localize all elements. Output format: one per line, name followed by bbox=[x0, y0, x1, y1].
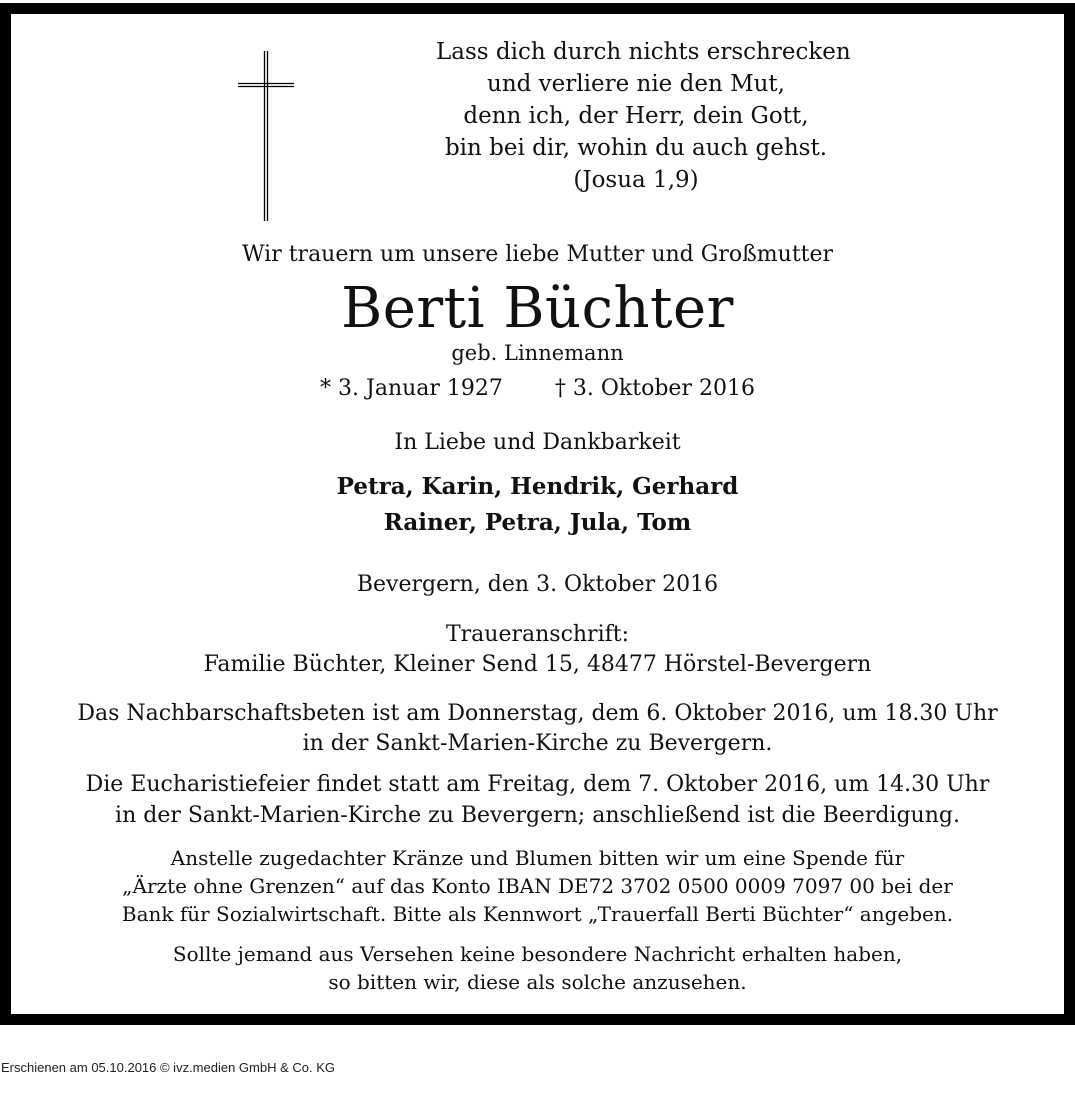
intro-text: Wir trauern um unsere liebe Mutter und Großmutter bbox=[241, 242, 834, 267]
birth-date: * 3. Januar 1927 bbox=[320, 376, 503, 401]
address-text: Familie Büchter, Kleiner Send 15, 48477 Hörstel-Bevergern bbox=[203, 652, 872, 677]
verse-line: bin bei dir, wohin du auch gehst. bbox=[444, 135, 828, 161]
verse-reference: (Josua 1,9) bbox=[573, 167, 699, 193]
place-date: Bevergern, den 3. Oktober 2016 bbox=[356, 572, 719, 597]
verse-line: Lass dich durch nichts erschrecken bbox=[436, 39, 851, 65]
prayer-info: in der Sankt-Marien-Kirche zu Bevergern. bbox=[302, 731, 773, 756]
family-names: Petra, Karin, Hendrik, Gerhard bbox=[336, 473, 739, 500]
donation-text: Bank für Sozialwirtschaft. Bitte als Kennwort „Trauerfall Berti Büchter“ angeben. bbox=[121, 902, 954, 926]
maiden-name: geb. Linnemann bbox=[451, 341, 624, 365]
death-date: † 3. Oktober 2016 bbox=[554, 376, 755, 401]
deceased-name: Berti Büchter bbox=[341, 276, 734, 341]
verse-line: und verliere nie den Mut, bbox=[487, 71, 785, 97]
mass-info: in der Sankt-Marien-Kirche zu Bevergern; anschließend ist die Beerdigung. bbox=[115, 803, 960, 828]
obituary-notice bbox=[0, 3, 1075, 1025]
closing-text: Sollte jemand aus Versehen keine besondere Nachricht erhalten haben, bbox=[172, 942, 903, 966]
closing-text: so bitten wir, diese als solche anzusehen. bbox=[328, 970, 747, 994]
love-line: In Liebe und Dankbarkeit bbox=[394, 430, 681, 455]
bible-verse bbox=[436, 36, 851, 196]
mass-info: Die Eucharistiefeier findet statt am Freitag, dem 7. Oktober 2016, um 14.30 Uhr bbox=[85, 772, 990, 797]
verse-line: denn ich, der Herr, dein Gott, bbox=[463, 103, 809, 129]
family-names: Rainer, Petra, Jula, Tom bbox=[383, 509, 692, 536]
donation-text: „Ärzte ohne Grenzen“ auf das Konto IBAN DE72 3702 0500 0009 7097 00 bei der bbox=[122, 874, 953, 898]
publication-footer: Erschienen am 05.10.2016 © ivz.medien GmbH & Co. KG bbox=[1, 1060, 336, 1075]
prayer-info: Das Nachbarschaftsbeten ist am Donnerstag, dem 6. Oktober 2016, um 18.30 Uhr bbox=[77, 701, 998, 726]
address-label: Traueranschrift: bbox=[445, 622, 630, 647]
life-dates bbox=[11, 376, 1064, 401]
cross-icon bbox=[236, 46, 296, 221]
donation-text: Anstelle zugedachter Kränze und Blumen bitten wir um eine Spende für bbox=[170, 846, 905, 870]
